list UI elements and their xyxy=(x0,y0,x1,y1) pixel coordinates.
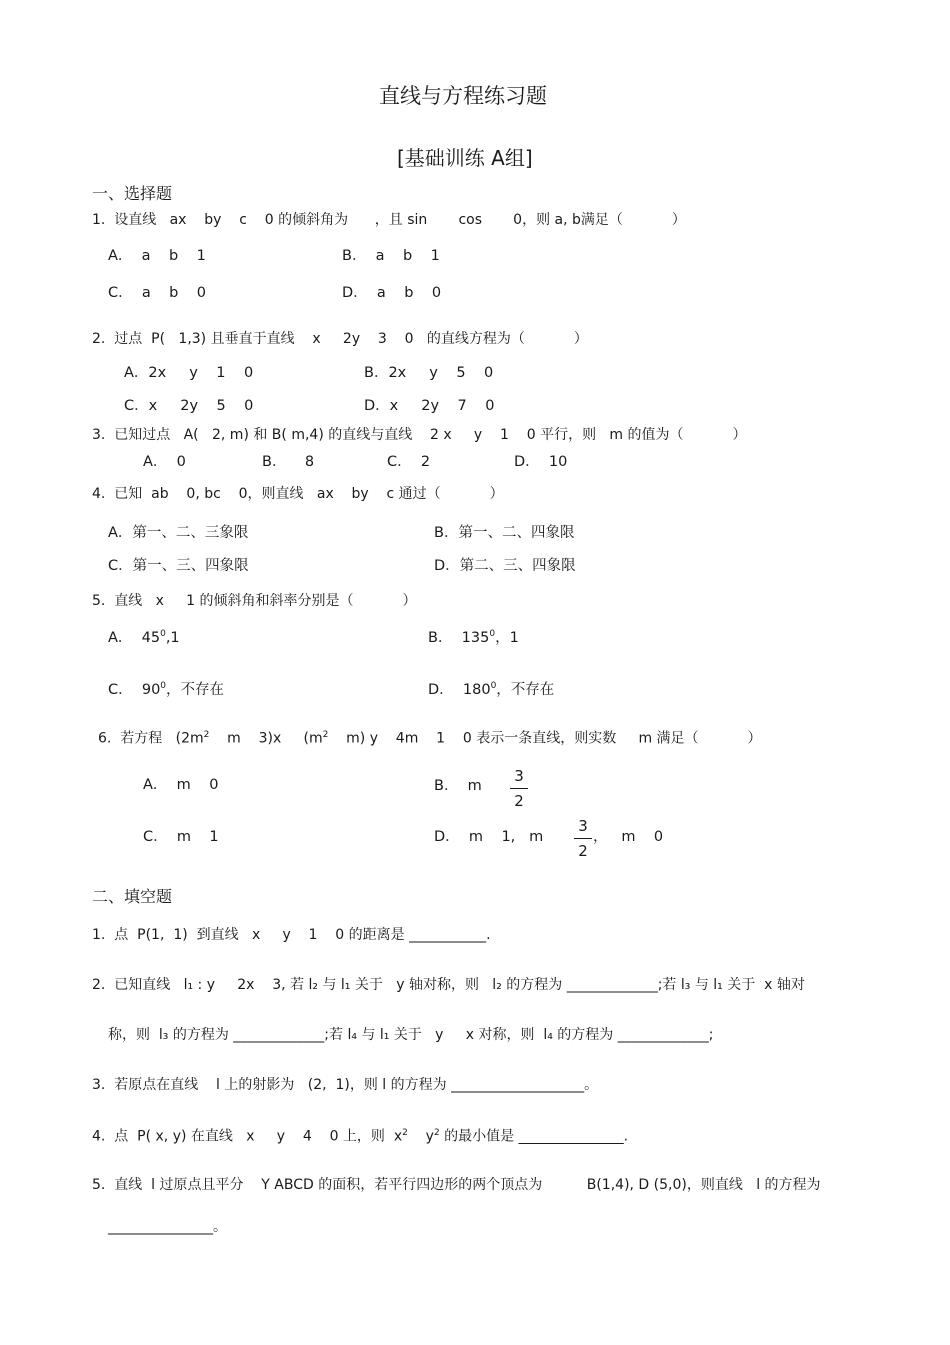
choice-q4-option-a: A．第一、二、三象限 xyxy=(108,525,249,541)
choice-q6-stem: 6. 若方程 ($2m^2$ m 3)x ($m^2$ m) y 4m 1 0 表示一条直线，则实数 m 满足（ ） xyxy=(98,730,762,747)
choice-q3-option-d: D． 10 xyxy=(514,454,568,470)
choice-q5-option-c: C． $90^0$，不存在 xyxy=(108,681,225,698)
choice-q5-stem: 5. 直线 x 1 的倾斜角和斜率分别是（ ） xyxy=(92,593,417,609)
page-title: 直线与方程练习题 xyxy=(379,84,547,108)
fill-q4: 4. 点 P( x, y) 在直线 x y 4 0 上，则 $x^2$ $y^2$ 的最小值是 _______________. xyxy=(92,1128,629,1145)
choice-q6-option-d: D． m 1, m xyxy=(434,829,544,845)
choice-q3-option-a: A． 0 xyxy=(143,454,186,470)
choice-q1-option-c: C． a b 0 xyxy=(108,285,207,301)
section-heading-choice: 一、选择题 xyxy=(92,184,173,203)
choice-q4-option-c: C．第一、三、四象限 xyxy=(108,558,249,574)
page-subtitle: [基础训练 A组] xyxy=(397,146,533,170)
choice-q2-stem: 2. 过点 P( 1,3) 且垂直于直线 x 2y 3 0 的直线方程为（ ） xyxy=(92,331,588,347)
choice-q5-option-d: D． $180^0$，不存在 xyxy=(428,681,555,698)
choice-q4-stem: 4. 已知 ab 0, bc 0，则直线 ax by c 通过（ ） xyxy=(92,486,504,502)
choice-q2-option-c: C．x 2y 5 0 xyxy=(124,398,254,414)
choice-q1-option-a: A． a b 1 xyxy=(108,248,206,264)
fill-q1: 1. 点 P(1, 1) 到直线 x y 1 0 的距离是 ___________. xyxy=(92,927,491,943)
choice-q4-option-b: B．第一、二、四象限 xyxy=(434,525,575,541)
choice-q6-option-d-fraction: 3 2 xyxy=(574,817,592,860)
choice-q5-option-a: A． $45^0,1$ xyxy=(108,629,180,646)
fill-q5-line2: _______________。 xyxy=(108,1219,227,1235)
choice-q1-option-b: B． a b 1 xyxy=(342,248,440,264)
fill-q2-line2: 称，则 l₃ 的方程为 _____________;若 l₄ 与 l₁ 关于 y x 对称，则 l₄ 的方程为 _____________; xyxy=(108,1027,714,1043)
choice-q6-option-a: A． m 0 xyxy=(143,777,219,793)
choice-q6-option-d-tail: ， m 0 xyxy=(593,829,664,845)
choice-q2-option-d: D．x 2y 7 0 xyxy=(364,398,495,414)
choice-q3-option-b: B． 8 xyxy=(262,454,315,470)
choice-q2-option-b: B．2x y 5 0 xyxy=(364,365,494,381)
choice-q2-option-a: A．2x y 1 0 xyxy=(124,365,254,381)
choice-q3-option-c: C． 2 xyxy=(387,454,431,470)
choice-q1-option-d: D． a b 0 xyxy=(342,285,442,301)
choice-q5-option-b: B． $135^0$，1 xyxy=(428,629,519,646)
choice-q6-option-c: C． m 1 xyxy=(143,829,219,845)
choice-q6-option-b-fraction: 3 2 xyxy=(510,767,528,810)
fill-q2-line1: 2. 已知直线 l₁ : y 2x 3, 若 l₂ 与 l₁ 关于 y 轴对称，则 l₂ 的方程为 _____________;若 l₃ 与 l₁ 关于 x 轴对 xyxy=(92,977,805,993)
section-heading-fill: 二、填空题 xyxy=(92,887,173,906)
choice-q1-stem: 1. 设直线 ax by c 0 的倾斜角为 ，且 sin cos 0，则 a, b满足（ ） xyxy=(92,212,686,228)
choice-q6-option-b: B． m xyxy=(434,778,482,794)
choice-q3-stem: 3. 已知过点 A( 2, m) 和 B( m,4) 的直线与直线 2 x y 1 0 平行，则 m 的值为（ ） xyxy=(92,427,747,443)
fill-q3: 3. 若原点在直线 l 上的射影为 (2, 1)，则 l 的方程为 ___________________。 xyxy=(92,1077,599,1093)
choice-q4-option-d: D．第二、三、四象限 xyxy=(434,558,576,574)
fill-q5-line1: 5. 直线 l 过原点且平分 Y ABCD 的面积，若平行四边形的两个顶点为 B(1,4), D (5,0)，则直线 l 的方程为 xyxy=(92,1177,821,1193)
